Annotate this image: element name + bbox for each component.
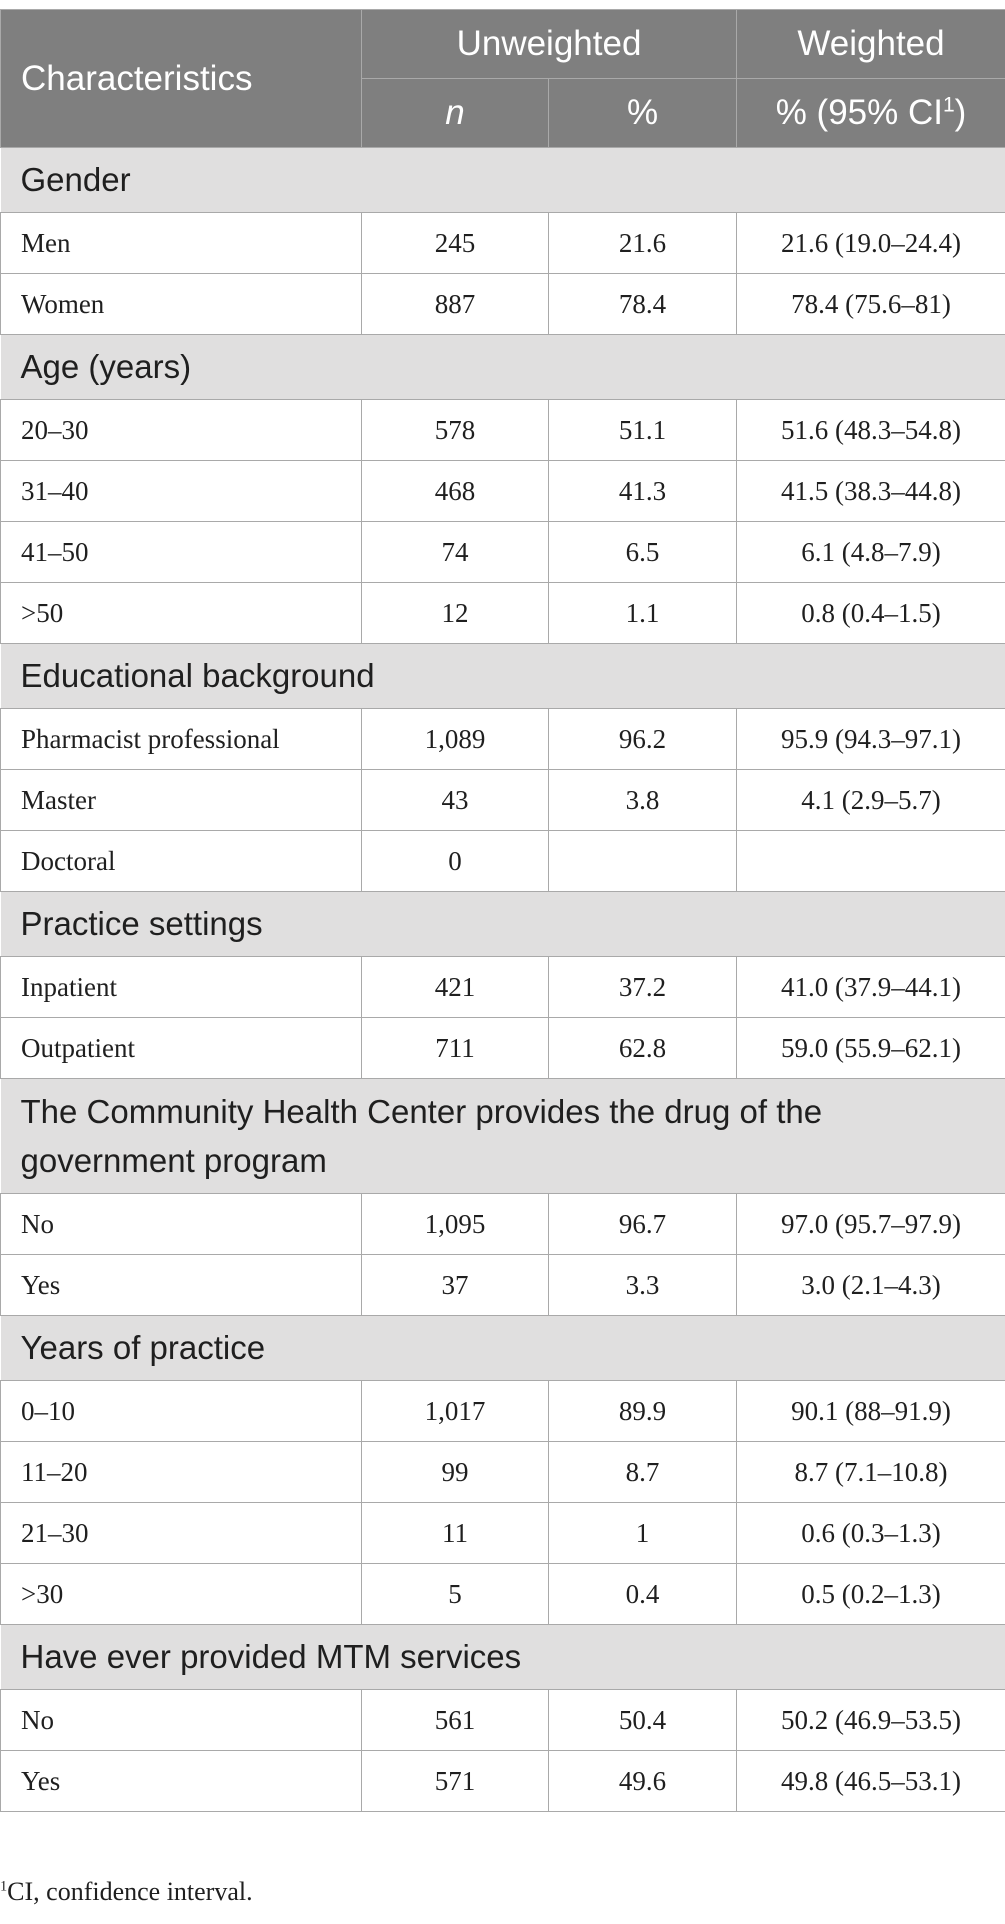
cell-percent: 8.7 [549,1442,737,1503]
cell-percent: 0.4 [549,1564,737,1625]
cell-n: 37 [362,1255,549,1316]
table-row [1,1018,1005,1079]
section-header-row [1,148,1005,213]
row-label: Men [1,213,362,274]
cell-n: 99 [362,1442,549,1503]
table-row [1,1255,1005,1316]
cell-n: 711 [362,1018,549,1079]
cell-percent: 6.5 [549,522,737,583]
header-weighted-ci [737,79,1005,148]
row-label: 20–30 [1,400,362,461]
cell-n: 421 [362,957,549,1018]
row-label: 11–20 [1,1442,362,1503]
row-label: 21–30 [1,1503,362,1564]
row-label: Women [1,274,362,335]
section-header-row [1,644,1005,709]
header-weighted-ci-prefix: % (95% CI [775,93,943,132]
cell-percent: 96.2 [549,709,737,770]
cell-weighted-ci: 49.8 (46.5–53.1) [737,1751,1005,1812]
table-row [1,1442,1005,1503]
table-row [1,1194,1005,1255]
table-row [1,213,1005,274]
row-label: >30 [1,1564,362,1625]
table-row [1,1690,1005,1751]
cell-percent: 49.6 [549,1751,737,1812]
header-unweighted: Unweighted [362,10,737,79]
table-row [1,770,1005,831]
cell-n: 12 [362,583,549,644]
header-weighted: Weighted [737,10,1005,79]
footnote [0,1877,253,1907]
cell-weighted-ci: 6.1 (4.8–7.9) [737,522,1005,583]
cell-percent: 37.2 [549,957,737,1018]
cell-weighted-ci: 95.9 (94.3–97.1) [737,709,1005,770]
cell-weighted-ci: 0.5 (0.2–1.3) [737,1564,1005,1625]
table-row [1,583,1005,644]
section-header-row [1,1079,1005,1194]
table-row [1,1564,1005,1625]
cell-weighted-ci: 3.0 (2.1–4.3) [737,1255,1005,1316]
table-row [1,274,1005,335]
section-header-row [1,1316,1005,1381]
row-label: Outpatient [1,1018,362,1079]
cell-percent: 1 [549,1503,737,1564]
row-label: Master [1,770,362,831]
cell-percent: 1.1 [549,583,737,644]
table-body [1,148,1005,1812]
section-title: Gender [1,148,1005,213]
section-title: The Community Health Center provides the drug of the government program [1,1079,1005,1194]
cell-percent: 50.4 [549,1690,737,1751]
footnote-sup: 1 [0,1878,8,1895]
table-row [1,522,1005,583]
table-row [1,831,1005,892]
row-label: 41–50 [1,522,362,583]
header-weighted-ci-sup: 1 [942,93,955,117]
row-label: 0–10 [1,1381,362,1442]
row-label: No [1,1690,362,1751]
section-title: Years of practice [1,1316,1005,1381]
cell-n: 887 [362,274,549,335]
cell-n: 578 [362,400,549,461]
cell-percent: 41.3 [549,461,737,522]
cell-n: 561 [362,1690,549,1751]
cell-weighted-ci [737,831,1005,892]
cell-percent: 51.1 [549,400,737,461]
cell-weighted-ci: 4.1 (2.9–5.7) [737,770,1005,831]
section-title: Practice settings [1,892,1005,957]
cell-weighted-ci: 0.8 (0.4–1.5) [737,583,1005,644]
cell-weighted-ci: 78.4 (75.6–81) [737,274,1005,335]
cell-weighted-ci: 8.7 (7.1–10.8) [737,1442,1005,1503]
table-row [1,1503,1005,1564]
cell-n: 245 [362,213,549,274]
row-label: 31–40 [1,461,362,522]
cell-n: 0 [362,831,549,892]
section-title: Have ever provided MTM services [1,1625,1005,1690]
table-row [1,1381,1005,1442]
table-row [1,400,1005,461]
cell-n: 74 [362,522,549,583]
section-title: Age (years) [1,335,1005,400]
cell-percent: 78.4 [549,274,737,335]
cell-n: 468 [362,461,549,522]
cell-percent: 3.3 [549,1255,737,1316]
cell-percent: 89.9 [549,1381,737,1442]
section-header-row [1,892,1005,957]
cell-n: 43 [362,770,549,831]
cell-weighted-ci: 21.6 (19.0–24.4) [737,213,1005,274]
cell-n: 11 [362,1503,549,1564]
row-label: No [1,1194,362,1255]
table-row [1,1751,1005,1812]
cell-n: 1,095 [362,1194,549,1255]
header-n: n [362,79,549,148]
table-row [1,957,1005,1018]
cell-n: 5 [362,1564,549,1625]
cell-weighted-ci: 41.0 (37.9–44.1) [737,957,1005,1018]
cell-weighted-ci: 51.6 (48.3–54.8) [737,400,1005,461]
cell-weighted-ci: 50.2 (46.9–53.5) [737,1690,1005,1751]
cell-weighted-ci: 41.5 (38.3–44.8) [737,461,1005,522]
footnote-text: CI, confidence interval. [7,1877,253,1906]
cell-weighted-ci: 97.0 (95.7–97.9) [737,1194,1005,1255]
cell-percent: 62.8 [549,1018,737,1079]
row-label: Pharmacist professional [1,709,362,770]
header-characteristics: Characteristics [1,10,362,148]
table-row [1,709,1005,770]
cell-percent: 3.8 [549,770,737,831]
row-label: >50 [1,583,362,644]
cell-weighted-ci: 90.1 (88–91.9) [737,1381,1005,1442]
section-header-row [1,1625,1005,1690]
row-label: Yes [1,1255,362,1316]
cell-percent [549,831,737,892]
row-label: Doctoral [1,831,362,892]
cell-percent: 21.6 [549,213,737,274]
row-label: Inpatient [1,957,362,1018]
row-label: Yes [1,1751,362,1812]
cell-weighted-ci: 0.6 (0.3–1.3) [737,1503,1005,1564]
table-row [1,461,1005,522]
header-percent: % [549,79,737,148]
cell-weighted-ci: 59.0 (55.9–62.1) [737,1018,1005,1079]
section-title: Educational background [1,644,1005,709]
cell-percent: 96.7 [549,1194,737,1255]
cell-n: 571 [362,1751,549,1812]
cell-n: 1,089 [362,709,549,770]
characteristics-table [0,9,1005,1812]
section-header-row [1,335,1005,400]
header-weighted-ci-suffix: ) [954,93,967,132]
cell-n: 1,017 [362,1381,549,1442]
